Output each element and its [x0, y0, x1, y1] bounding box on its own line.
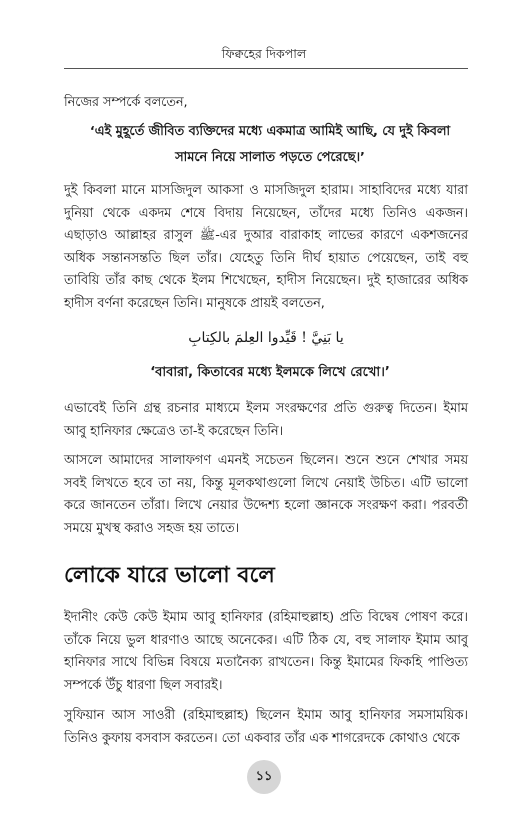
page-number: ১১ [247, 760, 281, 794]
paragraph-3: আসলে আমাদের সালাফগণ এমনই সচেতন ছিলেন। শুনে শুনে শেখার সময় সবই লিখতে হবে তা নয়, কিন্তু মূলকথাগুলো লিখে নেয়াই উচিত। এটি ভালো করে জানতেন তাঁরা। লিখে নেয়ার উদ্দেশ্য হলো জ্ঞানকে সংরক্ষণ করা। পরবর্তী সময়ে মুখস্থ করাও সহজ হয় তাতে। [64, 453, 468, 536]
quote-line-1: ‘এই মুহূর্তে জীবিত ব্যক্তিদের মধ্যে একমাত্র আমিই আছি, যে দুই কিবলা [89, 124, 451, 139]
paragraph-4: ইদানীং কেউ কেউ ইমাম আবু হানিফার (রহিমাহুল্লাহ) প্রতি বিদ্বেষ পোষণ করে। তাঁকে নিয়ে ভুল ধারণাও আছে অনেকের। এটি ঠিক যে, বহু সালাফ ইমাম আবু হানিফার সাথে বিভিন্ন বিষয়ে মতানৈক্য রাখতেন। কিন্তু ইমামের ফিকহি পাণ্ডিত্য সম্পর্কে উঁচু ধারণা ছিল সবারই। [64, 610, 468, 693]
quote-line-2: সামনে নিয়ে সালাত পড়তে পেরেছে।’ [175, 150, 365, 165]
paragraph-5: সুফিয়ান আস সাওরী (রহিমাহুল্লাহ) ছিলেন ইমাম আবু হানিফার সমসাময়িক। তিনিও কুফায় বসবাস করতেন। তো একবার তাঁর এক শাগরেদকে কোথাও থেকে [64, 708, 468, 746]
intro-line: নিজের সম্পর্কে বলতেন, [64, 95, 188, 110]
header-rule [64, 68, 468, 69]
running-header: ফিক্বহের দিকপাল [221, 46, 307, 61]
paragraph-1: দুই কিবলা মানে মাসজিদুল আকসা ও মাসজিদুল হারাম। সাহাবিদের মধ্যে যারা দুনিয়া থেকে একদম শেষে বিদায় নিয়েছেন, তাঁদের মধ্যে তিনিও একজন। এছাড়াও আল্লাহর রাসুল ﷺ-এর দুআর বারাকাহ লাভের কারণে একশজনের অধিক সন্তানসন্ততি ছিল তাঁর। যেহেতু তিনি দীর্ঘ হায়াত পেয়েছেন, তাই বহু তাবিয়ি তাঁর কাছ থেকে ইলম শিখেছেন, হাদীস নিয়েছেন। দুই হাজারের অধিক হাদীস বর্ণনা করেছেন তিনি। মানুষকে প্রায়ই বলতেন, [64, 183, 468, 311]
arabic-quote: يا بَنِيَّ ! قَيِّدوا العِلمَ بالكِتابِ [188, 330, 344, 346]
section-heading: লোকে যারে ভালো বলে [64, 563, 275, 588]
paragraph-2: এভাবেই তিনি গ্রন্থ রচনার মাধ্যমে ইলম সংরক্ষণের প্রতি গুরুত্ব দিতেন। ইমাম আবু হানিফার ক্ষেত্রেও তা-ই করেছেন তিনি। [64, 401, 468, 439]
quote-translation: ‘বাবারা, কিতাবের মধ্যে ইলমকে লিখে রেখো।’ [150, 365, 390, 380]
